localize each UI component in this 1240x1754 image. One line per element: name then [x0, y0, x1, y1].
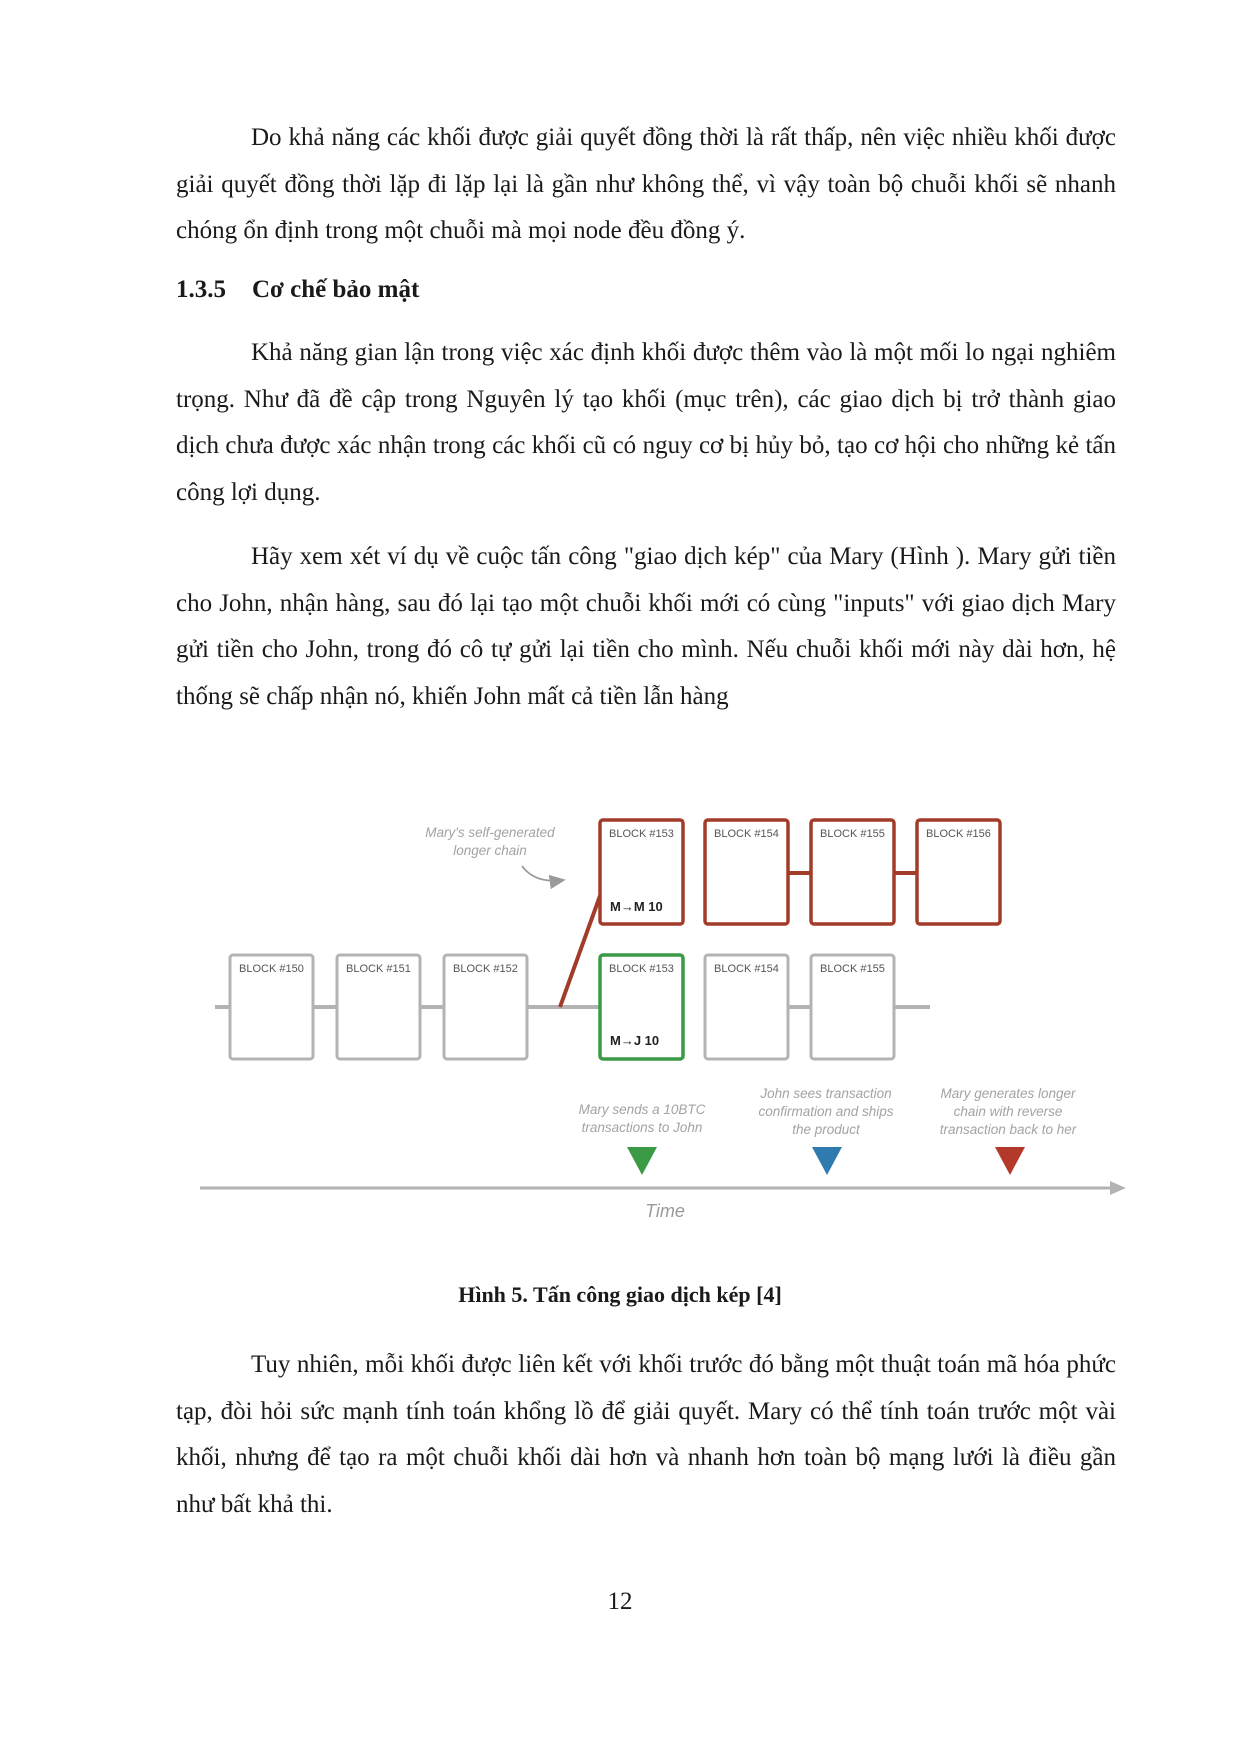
event-note-line: transaction back to her [939, 1122, 1077, 1137]
transaction-label: M→M 10 [610, 899, 663, 914]
figure-caption: Hình 5. Tấn công giao dịch kép [4] [458, 1282, 782, 1307]
block-152 [444, 955, 527, 1059]
block-154-honest [705, 955, 788, 1059]
event-note-line: John sees transaction [760, 1086, 892, 1101]
section-number: 1.3.5 [176, 276, 226, 303]
section-heading [176, 276, 419, 304]
fork-note-line-1: Mary's self-generated [425, 825, 555, 840]
block-155-fork [811, 820, 894, 924]
block-label: BLOCK #155 [820, 828, 885, 840]
event-marker-green [627, 1147, 657, 1175]
block-label: BLOCK #155 [820, 963, 885, 975]
block-label: BLOCK #151 [346, 963, 411, 975]
paragraph-2: Khả năng gian lận trong việc xác định khối được thêm vào là một mối lo ngại nghiêm trọng. Như đã đề cập trong Nguyên lý tạo khối (mục trên), các giao dịch bị trở thành giao dịch chưa được xác nhận trong các khối cũ có nguy cơ bị hủy bỏ, tạo cơ hội cho những kẻ tấn công lợi dụng. [176, 339, 1116, 506]
block-label: BLOCK #154 [714, 828, 779, 840]
event-marker-blue [812, 1147, 842, 1175]
event-note-line: Mary generates longer [940, 1086, 1076, 1101]
block-label: BLOCK #153 [609, 828, 674, 840]
block-label: BLOCK #150 [239, 963, 304, 975]
time-label: Time [645, 1201, 685, 1221]
event-john-ships [758, 1086, 893, 1175]
block-151 [337, 955, 420, 1059]
block-label: BLOCK #153 [609, 963, 674, 975]
double-spend-diagram [190, 780, 1130, 1230]
event-note-line: transactions to John [581, 1120, 703, 1135]
event-note-line: the product [792, 1122, 860, 1137]
block-label: BLOCK #156 [926, 828, 991, 840]
fork-note-arrow [522, 866, 564, 881]
block-label: BLOCK #154 [714, 963, 779, 975]
block-153-honest [600, 955, 683, 1059]
event-note-line: Mary sends a 10BTC [578, 1102, 706, 1117]
transaction-label: M→J 10 [610, 1033, 660, 1048]
paragraph-4: Tuy nhiên, mỗi khối được liên kết với khối trước đó bằng một thuật toán mã hóa phức tạp, đòi hỏi sức mạnh tính toán khổng lồ để giải quyết. Mary có thể tính toán trước một vài khối, nhưng để tạo ra một chuỗi khối dài hơn và nhanh hơn toàn bộ mạng lưới là điều gần như bất khả thi. [176, 1351, 1116, 1518]
section-title: Cơ chế bảo mật [252, 276, 420, 303]
block-153-fork [600, 820, 683, 924]
time-axis-arrowhead [1110, 1181, 1126, 1195]
paragraph-3: Hãy xem xét ví dụ về cuộc tấn công "giao dịch kép" của Mary (Hình ). Mary gửi tiền cho John, nhận hàng, sau đó lại tạo một chuỗi khối mới có cùng "inputs" với giao dịch Mary gửi tiền cho John, trong đó cô tự gửi lại tiền cho mình. Nếu chuỗi khối mới này dài hơn, hệ thống sẽ chấp nhận nó, khiến John mất cả tiền lẫn hàng [176, 543, 1116, 710]
fork-note-line-2: longer chain [453, 843, 527, 858]
block-155-honest [811, 955, 894, 1059]
block-156-fork [917, 820, 1000, 924]
page-number: 12 [607, 1588, 633, 1615]
event-mary-reverses [940, 1086, 1077, 1175]
event-marker-red [995, 1147, 1025, 1175]
event-mary-sends [579, 1102, 706, 1175]
event-note-line: chain with reverse [953, 1104, 1063, 1119]
event-note-line: confirmation and ships [758, 1104, 894, 1119]
block-154-fork [705, 820, 788, 924]
paragraph-1: Do khả năng các khối được giải quyết đồng thời là rất thấp, nên việc nhiều khối được giải quyết đồng thời lặp đi lặp lại là gần như không thể, vì vậy toàn bộ chuỗi khối sẽ nhanh chóng ổn định trong một chuỗi mà mọi node đều đồng ý. [176, 124, 1116, 244]
block-150 [230, 955, 313, 1059]
block-label: BLOCK #152 [453, 963, 518, 975]
